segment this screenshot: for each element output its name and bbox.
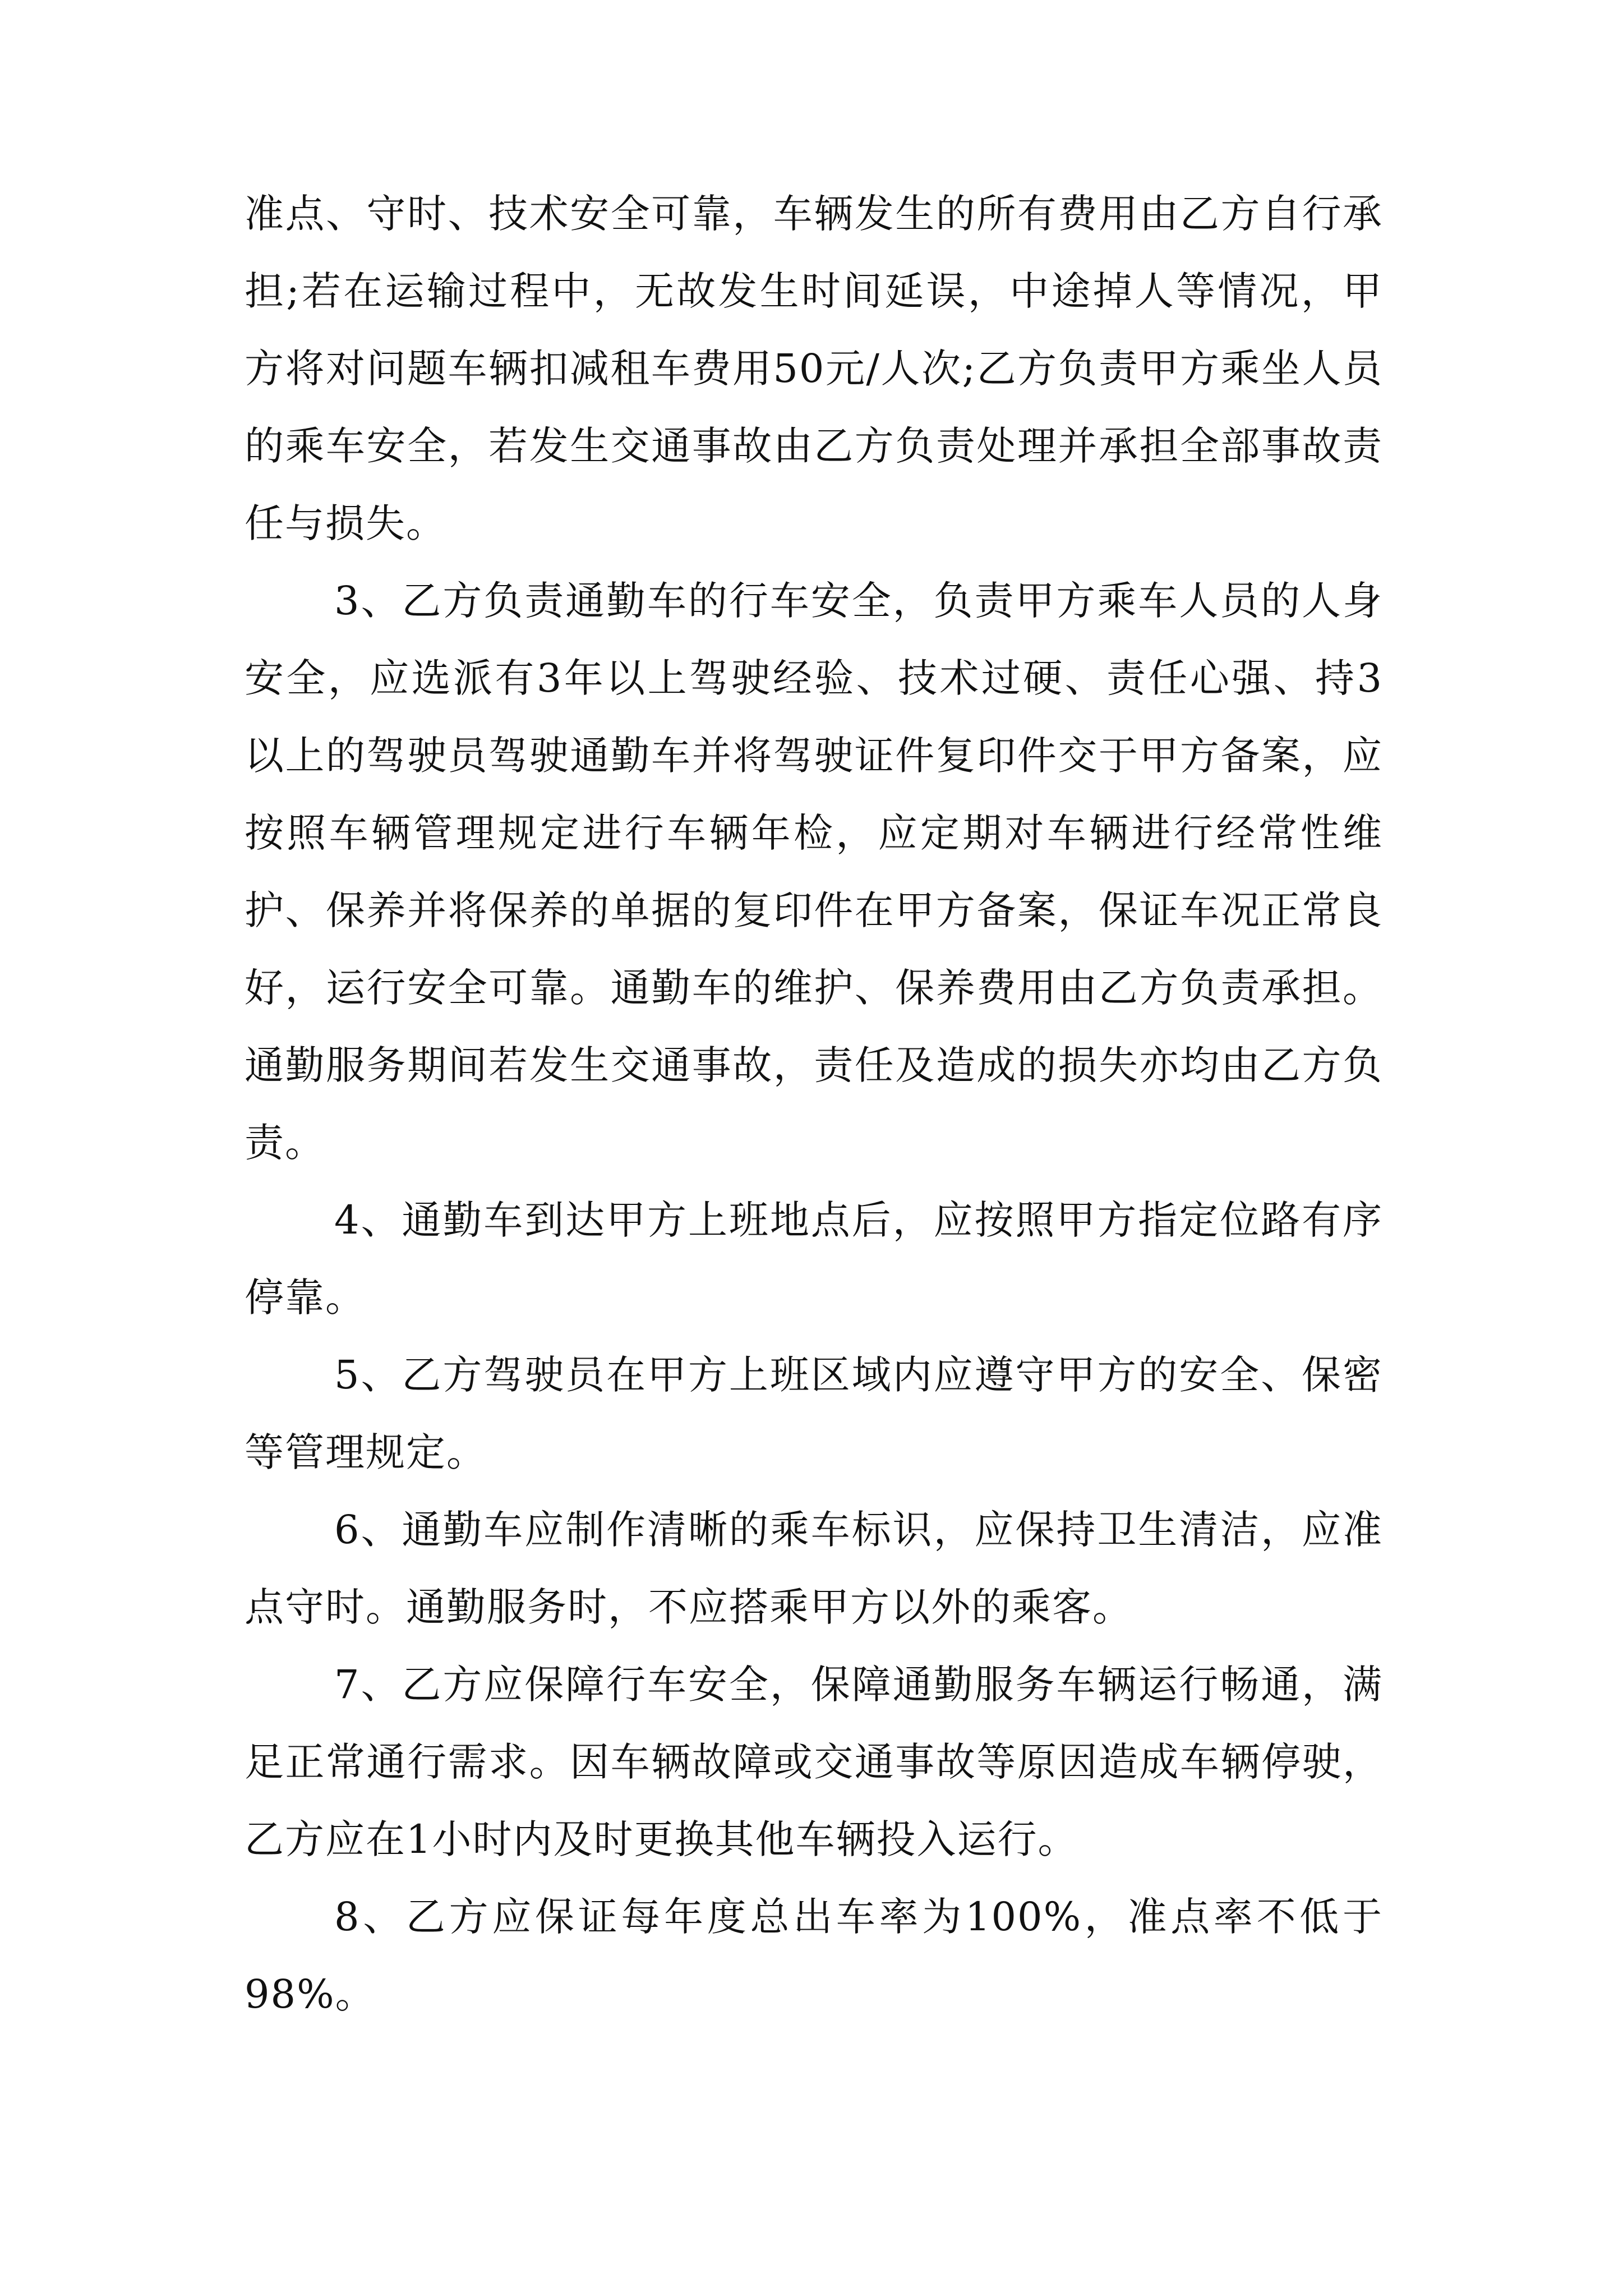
paragraph-item-8: 8、乙方应保证每年度总出车率为100%，准点率不低于98%。 (245, 1894, 1383, 2017)
paragraph-item-4: 4、通勤车到达甲方上班地点后，应按照甲方指定位路有序停靠。 (245, 1197, 1383, 1320)
paragraph-item-3: 3、乙方负责通勤车的行车安全，负责甲方乘车人员的人身安全，应选派有3年以上驾驶经验、技术过硬、责任心强、持3以上的驾驶员驾驶通勤车并将驾驶证件复印件交于甲方备案，应按照车辆管理规定进行车辆年检，应定期对车辆进行经常性维护、保养并将保养的单据的复印件在甲方备案，保证车况正常良好，运行安全可靠。通勤车的维护、保养费用由乙方负责承担。通勤服务期间若发生交通事故，责任及造成的损失亦均由乙方负责。 (245, 578, 1383, 1166)
paragraph-item-5: 5、乙方驾驶员在甲方上班区域内应遵守甲方的安全、保密等管理规定。 (245, 1352, 1383, 1475)
paragraph-item-7: 7、乙方应保障行车安全，保障通勤服务车辆运行畅通，满足正常通行需求。因车辆故障或交通事故等原因造成车辆停驶，乙方应在1小时内及时更换其他车辆投入运行。 (245, 1662, 1383, 1862)
document-body (245, 175, 1383, 2033)
paragraph-item-6: 6、通勤车应制作清晰的乘车标识，应保持卫生清洁，应准点守时。通勤服务时，不应搭乘甲方以外的乘客。 (245, 1507, 1383, 1630)
paragraph-continued: 准点、守时、技术安全可靠，车辆发生的所有费用由乙方自行承担;若在运输过程中，无故发生时间延误，中途掉人等情况，甲方将对问题车辆扣减租车费用50元/人次;乙方负责甲方乘坐人员的乘车安全，若发生交通事故由乙方负责处理并承担全部事故责任与损失。 (245, 191, 1383, 546)
